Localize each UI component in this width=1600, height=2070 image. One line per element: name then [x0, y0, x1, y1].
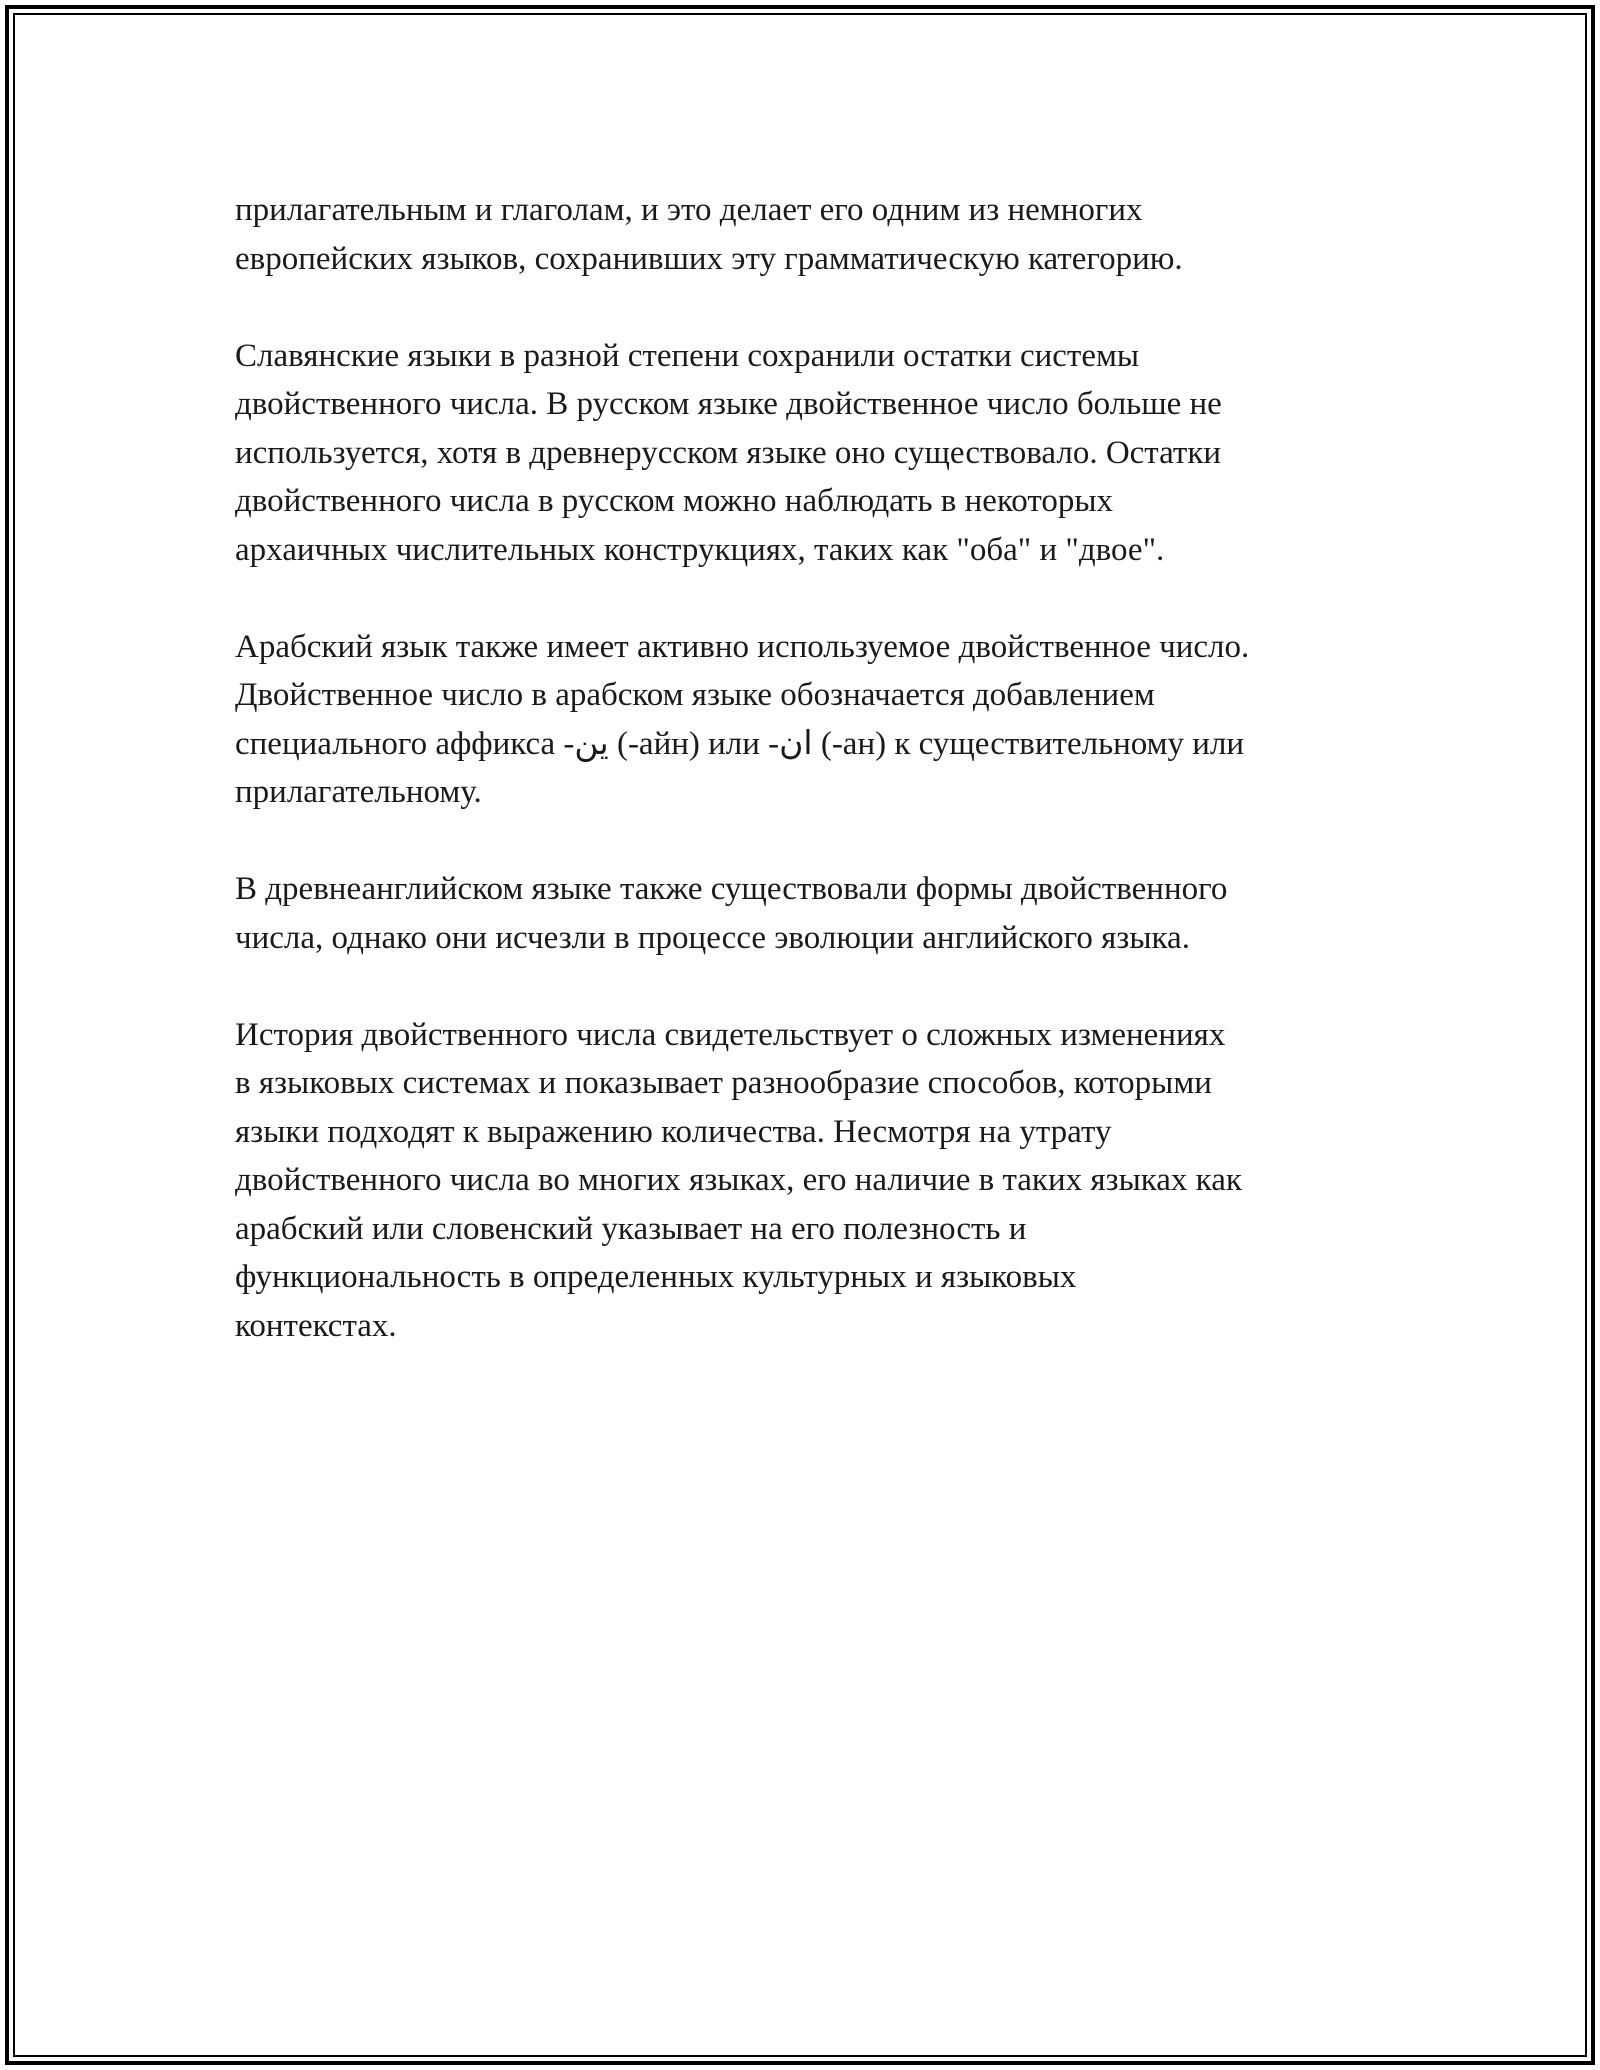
- text-line: прилагательным и глаголам, и это делает его одним из немногих: [235, 192, 1143, 228]
- document-body: [235, 186, 1385, 1399]
- paragraph-4: [235, 865, 1385, 962]
- paragraph-2: [235, 332, 1385, 575]
- text-line: используется, хотя в древнерусском языке оно существовало. Остатки: [235, 434, 1222, 471]
- text-line: В древнеанглийском языке также существовали формы двойственного: [235, 871, 1228, 907]
- text-line: контекстах.: [235, 1307, 397, 1344]
- text-line: Двойственное число в арабском языке обозначается добавлением: [235, 677, 1155, 713]
- text-line: языки подходят к выражению количества. Несмотря на утрату: [235, 1113, 1112, 1150]
- text-line: История двойственного числа свидетельствует о сложных изменениях: [235, 1016, 1226, 1053]
- text-line: двойственного числа во многих языках, его наличие в таких языках как: [235, 1162, 1242, 1198]
- paragraph-1: [235, 186, 1385, 283]
- text-line: в языковых системах и показывает разнообразие способов, которыми: [235, 1065, 1212, 1101]
- text-line: двойственного числа в русском можно наблюдать в некоторых: [235, 483, 1114, 519]
- text-line: Славянские языки в разной степени сохранили остатки системы: [235, 337, 1140, 374]
- text-line: архаичных числительных конструкциях, таких как "оба" и "двое".: [235, 531, 1165, 568]
- text-line: специального аффикса -ين (-айн) или -ان (-ан) к существительному или: [235, 725, 1245, 762]
- paragraph-5: [235, 1011, 1385, 1351]
- text-line: функциональность в определенных культурных и языковых: [235, 1259, 1077, 1295]
- text-line: Арабский язык также имеет активно используемое двойственное число.: [235, 628, 1250, 665]
- text-line: прилагательному.: [235, 774, 482, 810]
- paragraph-3: [235, 623, 1385, 817]
- text-line: европейских языков, сохранивших эту грамматическую категорию.: [235, 240, 1183, 277]
- text-line: двойственного числа. В русском языке двойственное число больше не: [235, 386, 1222, 422]
- text-line: числа, однако они исчезли в процессе эволюции английского языка.: [235, 919, 1190, 956]
- text-line: арабский или словенский указывает на его полезность и: [235, 1210, 1027, 1247]
